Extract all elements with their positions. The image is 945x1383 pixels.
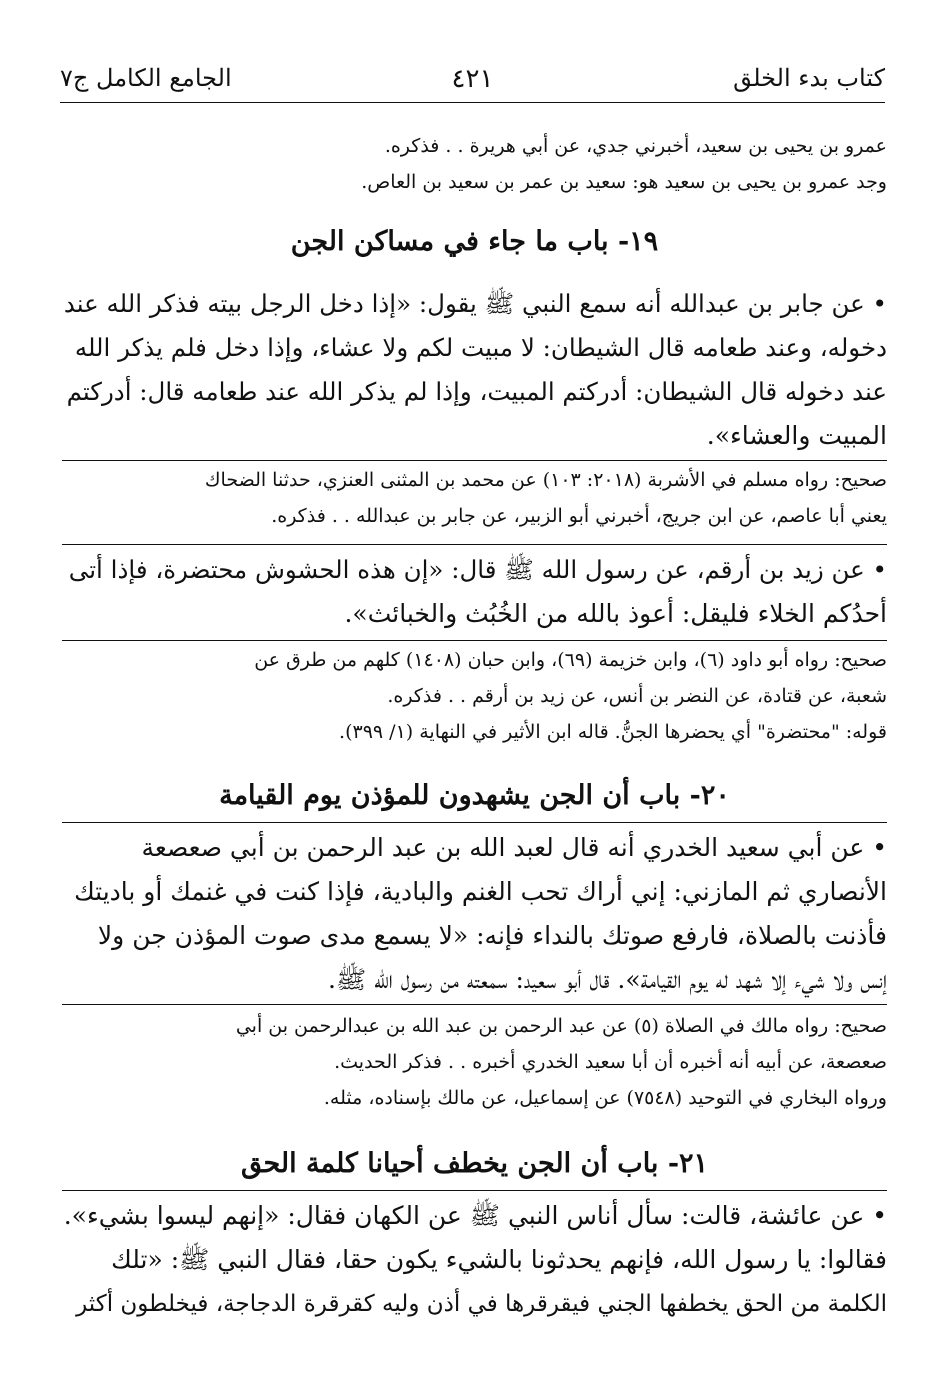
text-line: فقالوا: يا رسول الله، فإنهم يحدثونا بالشيء يكون حقا، فقال النبي ﷺ: «تلك (111, 1245, 887, 1274)
takhrij-note (62, 1008, 887, 1116)
series-title: الجامع الكامل ج٧ (60, 64, 232, 92)
takhrij-note (62, 642, 887, 750)
text-line: شعبة، عن قتادة، عن النضر بن أنس، عن زيد بن أرقم . . فذكره. (387, 685, 887, 707)
hadith-text (62, 826, 887, 1002)
text-line: فأذنت بالصلاة، فارفع صوتك بالنداء فإنه: «لا يسمع مدى صوت المؤذن جن ولا (97, 921, 887, 950)
section-divider (62, 1190, 887, 1191)
page-number: ٤٢١ (451, 64, 494, 94)
section-divider (62, 1004, 887, 1005)
text-line: المبيت والعشاء». (706, 421, 887, 450)
chapter-heading (62, 768, 887, 824)
book-title: كتاب بدء الخلق (733, 64, 885, 92)
text-line: صعصعة، عن أبيه أنه أخبره أن أبا سعيد الخدري أخبره . . فذكر الحديث. (334, 1051, 887, 1073)
text-line: يعني أبا عاصم، عن ابن جريج، أخبرني أبو الزبير، عن جابر بن عبدالله . . فذكره. (271, 505, 887, 527)
text-line: • عن جابر بن عبدالله أنه سمع النبي ﷺ يقول: «إذا دخل الرجل بيته فذكر الله عند (63, 289, 887, 318)
hadith-text (62, 1194, 887, 1326)
heading-text: ١٩- باب ما جاء في مساكن الجن (290, 226, 659, 257)
text-line: • عن عائشة، قالت: سأل أناس النبي ﷺ عن الكهان فقال: «إنهم ليسوا بشيء». (63, 1201, 887, 1230)
text-line: • عن زيد بن أرقم، عن رسول الله ﷺ قال: «إن هذه الحشوش محتضرة، فإذا أتى (68, 555, 887, 584)
section-divider (62, 640, 887, 641)
text-line: عمرو بن يحيى بن سعيد، أخبرني جدي، عن أبي هريرة . . فذكره. (384, 135, 887, 157)
header-rule (60, 102, 885, 103)
section-divider (62, 544, 887, 545)
text-line: إنس ولا شيء إلا شهد له يوم القيامة». قال أبو سعيد: سمعته من رسول الله ﷺ. (328, 965, 887, 994)
section-divider (62, 460, 887, 461)
text-line: • عن أبي سعيد الخدري أنه قال لعبد الله بن عبد الرحمن بن أبي صعصعة (141, 833, 887, 862)
text-line: الكلمة من الحق يخطفها الجني فيقرقرها في أذن وليه كقرقرة الدجاجة، فيخلطون أكثر (76, 1291, 887, 1317)
section-divider (62, 822, 887, 823)
heading-text: ٢١- باب أن الجن يخطف أحيانا كلمة الحق (240, 1148, 709, 1179)
text-line: الأنصاري ثم المازني: إني أراك تحب الغنم والبادية، فإذا كنت في غنمك أو باديتك (74, 877, 887, 906)
takhrij-note (62, 462, 887, 534)
hadith-text (62, 548, 887, 636)
chapter-heading (62, 214, 887, 270)
text-line: عند دخوله قال الشيطان: أدركتم المبيت، وإذا لم يذكر الله عند طعامه قال: أدركتم (66, 377, 887, 406)
text-line: صحيح: رواه مسلم في الأشربة (٢٠١٨: ١٠٣) عن محمد بن المثنى العنزي، حدثنا الضحاك (204, 469, 887, 491)
chapter-heading (62, 1136, 887, 1192)
text-line: ورواه البخاري في التوحيد (٧٥٤٨) عن إسماعيل، عن مالك بإسناده، مثله. (323, 1087, 887, 1109)
running-header (60, 58, 885, 102)
text-line: أحدُكم الخلاء فليقل: أعوذ بالله من الخُبُث والخبائث». (344, 599, 887, 628)
text-line: قوله: "محتضرة" أي يحضرها الجنُّ. قاله ابن الأثير في النهاية (١/ ٣٩٩). (339, 721, 887, 743)
hadith-text (62, 282, 887, 458)
text-line: صحيح: رواه أبو داود (٦)، وابن خزيمة (٦٩)، وابن حبان (١٤٠٨) كلهم من طرق عن (254, 649, 887, 671)
text-line: صحيح: رواه مالك في الصلاة (٥) عن عبد الرحمن بن عبد الله بن عبدالرحمن بن أبي (235, 1015, 887, 1037)
heading-text: ٢٠- باب أن الجن يشهدون للمؤذن يوم القيامة (219, 780, 730, 811)
text-line: وجد عمرو بن يحيى بن سعيد هو: سعيد بن عمر بن سعيد بن العاص. (361, 171, 887, 193)
takhrij-note (62, 128, 887, 200)
text-line: دخوله، وعند طعامه قال الشيطان: لا مبيت لكم ولا عشاء، وإذا دخل فلم يذكر الله (74, 333, 887, 362)
